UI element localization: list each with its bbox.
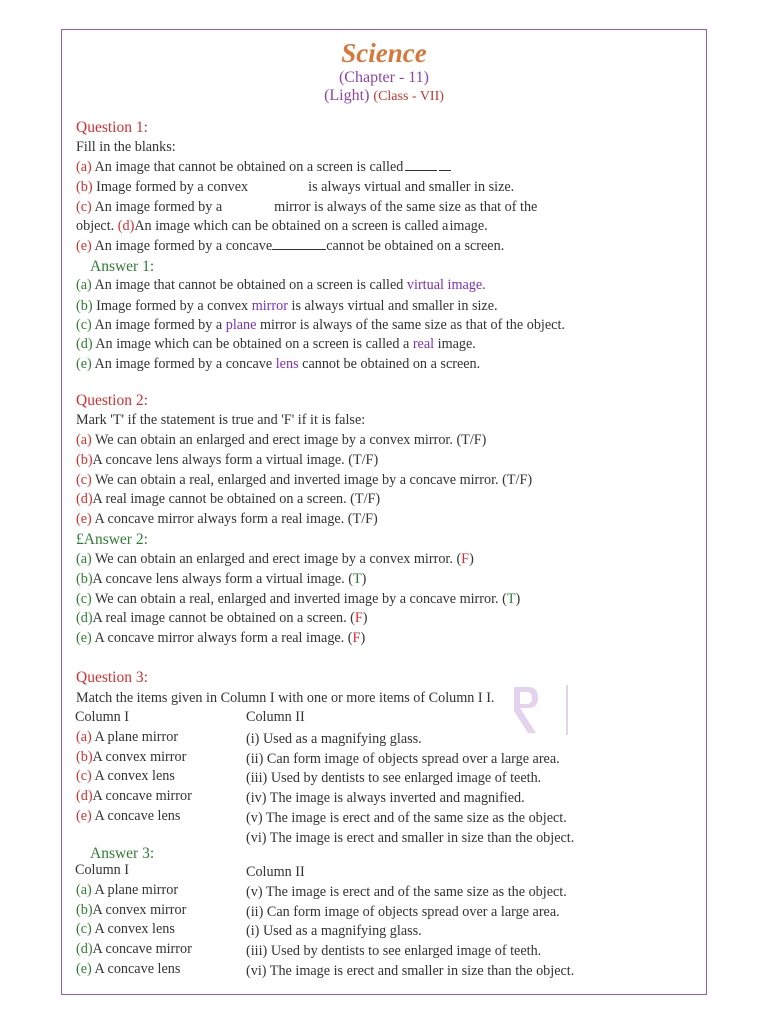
a3-col2-item: (ii) Can form image of objects spread over a large area.	[246, 904, 560, 920]
a1-item-d: (d) An image which can be obtained on a screen is called a real image.	[76, 336, 476, 352]
q3-col1-item: (c) A convex lens	[76, 768, 175, 784]
q3-col2-item: (v) The image is erect and of the same size as the object.	[246, 810, 567, 826]
q3-col1-item: (a) A plane mirror	[76, 729, 179, 745]
answer-2-heading: £Answer 2:	[76, 531, 148, 548]
question-1-instruction: Fill in the blanks:	[76, 139, 176, 155]
watermark-logo	[510, 683, 570, 737]
a3-col2-item: (vi) The image is erect and smaller in size than the object.	[246, 963, 575, 979]
answer-3-heading: Answer 3:	[90, 845, 155, 862]
a3-col1-item: (d)A concave mirror	[76, 941, 192, 957]
a3-col2-header: Column II	[246, 864, 305, 880]
a2-item-c: (c) We can obtain a real, enlarged and inverted image by a concave mirror. (T)	[76, 591, 521, 607]
q3-col2-item: (i) Used as a magnifying glass.	[246, 731, 422, 747]
q2-item-d: (d)A real image cannot be obtained on a screen. (T/F)	[76, 491, 381, 507]
a1-item-b: (b) Image formed by a convex mirror is always virtual and smaller in size.	[76, 298, 498, 314]
question-3-heading: Question 3:	[76, 669, 148, 686]
q2-item-a: (a) We can obtain an enlarged and erect image by a convex mirror. (T/F)	[76, 432, 487, 448]
q3-col1-item: (e) A concave lens	[76, 808, 181, 824]
q1-item-a: (a) An image that cannot be obtained on a screen is called	[76, 158, 451, 177]
a3-col1-item: (b)A convex mirror	[76, 902, 187, 918]
chapter-label: (Chapter - 11)	[338, 69, 430, 86]
a3-col1-item: (c) A convex lens	[76, 921, 175, 937]
q3-col1-item: (b)A convex mirror	[76, 749, 187, 765]
class-label: (Class - VII)	[373, 89, 444, 104]
q1-item-e: (e) An image formed by a concave cannot be obtained on a screen.	[76, 238, 505, 254]
answer-1-heading: Answer 1:	[90, 258, 155, 275]
a2-item-a: (a) We can obtain an enlarged and erect image by a convex mirror. (F)	[76, 551, 474, 567]
q3-col2-item: (iv) The image is always inverted and magnified.	[246, 790, 525, 806]
topic-label: (Light)	[324, 87, 370, 104]
page-title: Science	[341, 38, 427, 68]
q2-item-c: (c) We can obtain a real, enlarged and inverted image by a concave mirror. (T/F)	[76, 472, 533, 488]
question-2-heading: Question 2:	[76, 392, 148, 409]
q2-item-e: (e) A concave mirror always form a real image. (T/F)	[76, 511, 378, 527]
q1-item-d: object. (d)An image which can be obtained on a screen is called a image.	[76, 218, 488, 234]
q3-col2-item: (iii) Used by dentists to see enlarged image of teeth.	[246, 770, 542, 786]
question-1-heading: Question 1:	[76, 119, 148, 136]
a1-item-c: (c) An image formed by a plane mirror is always of the same size as that of the object.	[76, 317, 565, 333]
q3-col2-item: (vi) The image is erect and smaller in size than the object.	[246, 830, 575, 846]
a3-col1-item: (e) A concave lens	[76, 961, 181, 977]
q1-item-b: (b) Image formed by a convex is always virtual and smaller in size.	[76, 179, 515, 195]
a3-col1-header: Column I	[75, 862, 129, 878]
q2-item-b: (b)A concave lens always form a virtual image. (T/F)	[76, 452, 379, 468]
q3-col2-item: (ii) Can form image of objects spread over a large area.	[246, 751, 560, 767]
q3-col1-header: Column I	[75, 709, 129, 725]
a3-col2-item: (v) The image is erect and of the same size as the object.	[246, 884, 567, 900]
a3-col1-item: (a) A plane mirror	[76, 882, 179, 898]
a1-item-a: (a) An image that cannot be obtained on a screen is called virtual image.	[76, 277, 486, 293]
q3-col1-item: (d)A concave mirror	[76, 788, 192, 804]
q1-item-c: (c) An image formed by a mirror is always of the same size as that of the	[76, 199, 538, 215]
a1-item-e: (e) An image formed by a concave lens cannot be obtained on a screen.	[76, 356, 481, 372]
q3-col2-header: Column II	[246, 709, 305, 725]
a2-item-b: (b)A concave lens always form a virtual image. (T)	[76, 571, 367, 587]
a2-item-e: (e) A concave mirror always form a real image. (F)	[76, 630, 366, 646]
question-3-instruction: Match the items given in Column I with one or more items of Column I I.	[76, 690, 495, 706]
topic-line	[0, 87, 768, 105]
a3-col2-item: (iii) Used by dentists to see enlarged image of teeth.	[246, 943, 542, 959]
a2-item-d: (d)A real image cannot be obtained on a screen. (F)	[76, 610, 368, 626]
question-2-instruction: Mark 'T' if the statement is true and 'F' if it is false:	[76, 412, 366, 428]
a3-col2-item: (i) Used as a magnifying glass.	[246, 923, 422, 939]
